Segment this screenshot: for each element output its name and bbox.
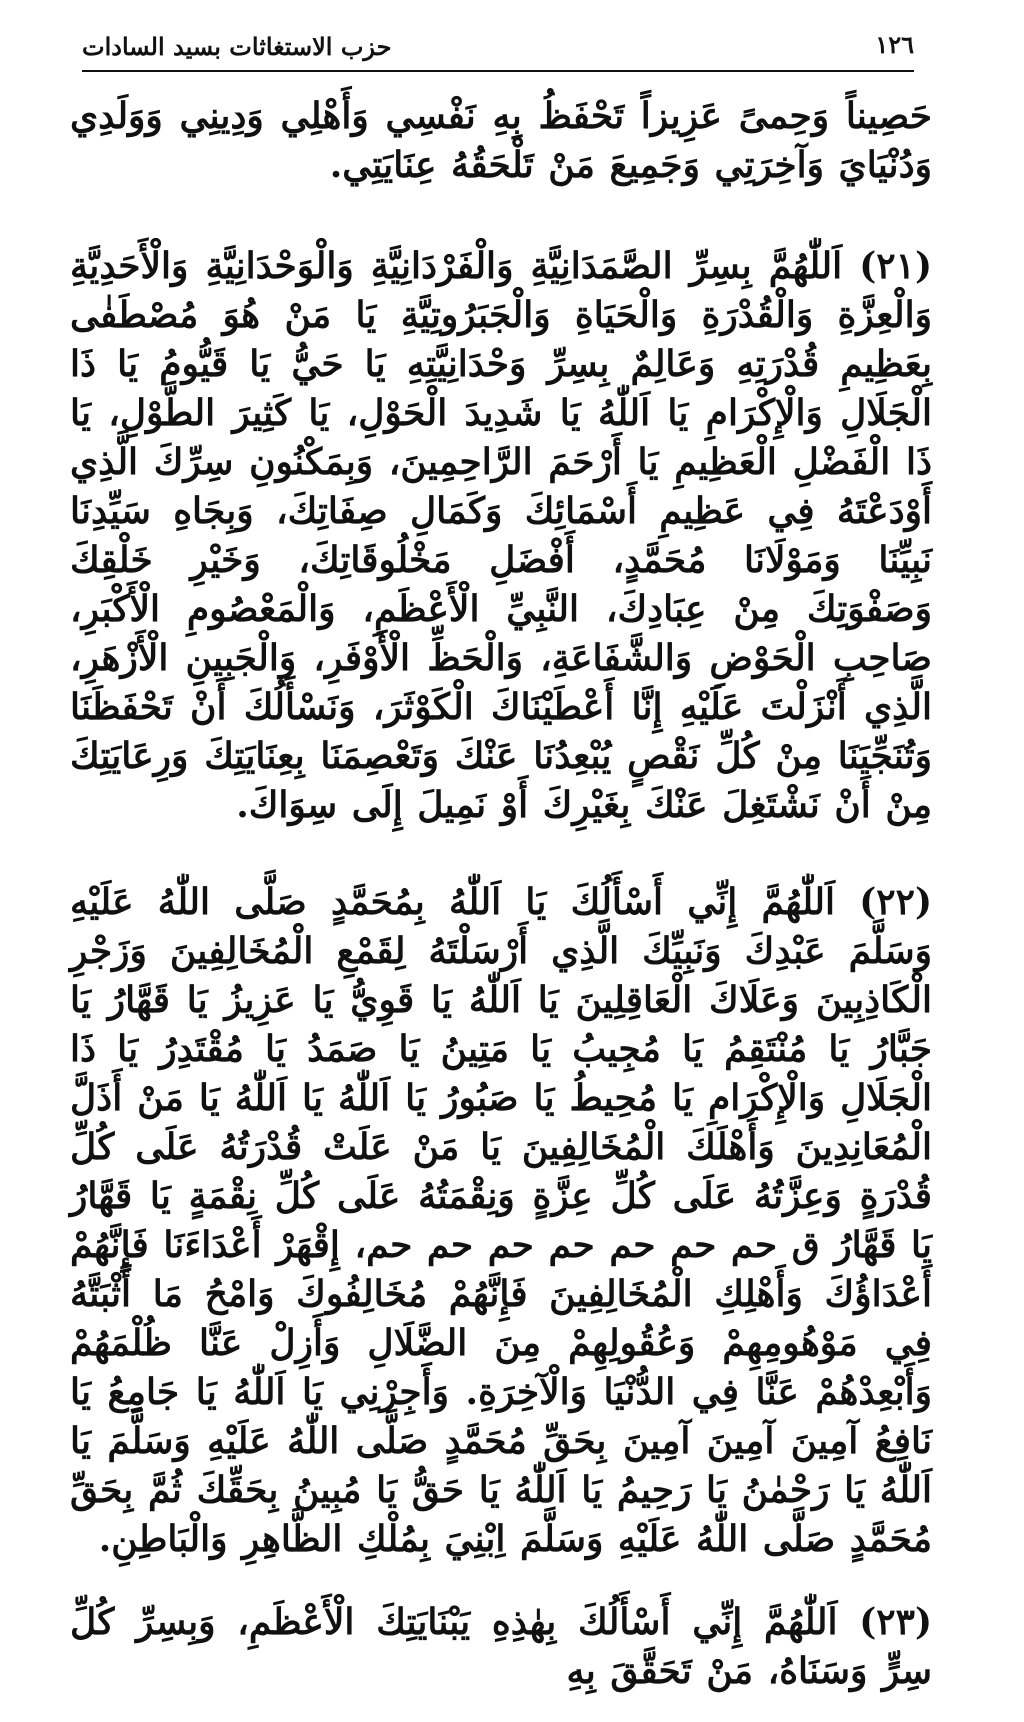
paragraph-continuation (70, 92, 932, 190)
paragraph-number: (٢١) (859, 245, 932, 287)
paragraph-text: اَللّٰهُمَّ إِنِّي أَسْأَلُكَ بِهٰذِهِ يَبْنَايَتِكَ الْأَعْظَمِ، وَبِسِرِّ كُلِّ سِرٍّ وَسَنَاهُ، مَنْ تَحَقَّقَ بِهِ (70, 1601, 932, 1692)
paragraph-23 (70, 1598, 932, 1696)
paragraph-text: اَللّٰهُمَّ بِسِرِّ الصَّمَدَانِيَّةِ وَالْفَرْدَانِيَّةِ وَالْوَحْدَانِيَّةِ وَالْأَحَدِيَّةِ وَالْعِزَّةِ وَالْقُدْرَةِ وَالْحَيَاةِ وَالْجَبَرُوتِيَّةِ يَا مَنْ هُوَ مُصْطَفٰى بِعَظِيمِ قُدْرَتِهِ وَعَالِمٌ بِسِرِّ وَحْدَانِيَّتِهِ يَا حَيُّ يَا قَيُّومُ يَا ذَا الْجَلَالِ وَالْإِكْرَامِ يَا اَللّٰهُ يَا شَدِيدَ الْحَوْلِ، يَا كَثِيرَ الطَّوْلِ، يَا ذَا الْفَضْلِ الْعَظِيمِ يَا أَرْحَمَ الرَّاحِمِينَ، وَبِمَكْنُونِ سِرِّكَ الَّذِي أَوْدَعْتَهُ فِي عَظِيمِ أَسْمَائِكَ وَكَمَالِ صِفَاتِكَ، وَبِجَاهِ سَيِّدِنَا نَبِيِّنَا وَمَوْلَانَا مُحَمَّدٍ، أَفْضَلِ مَخْلُوقَاتِكَ، وَخَيْرِ خَلْقِكَ وَصَفْوَتِكَ مِنْ عِبَادِكَ، النَّبِيِّ الْأَعْظَمِ، وَالْمَعْصُومِ الْأَكْبَرِ، صَاحِبِ الْحَوْضِ وَالشَّفَاعَةِ، وَالْحَظِّ الْأَوْفَرِ، وَالْجَبِينِ الْأَزْهَرِ، الَّذِي أَنْزَلْتَ عَلَيْهِ إِنَّا أَعْطَيْنَاكَ الْكَوْثَرَ، وَنَسْأَلُكَ أَنْ تَحْفَظَنَا وَتُنَجِّيَنَا مِنْ كُلِّ نَقْصٍ يُبْعِدُنَا عَنْكَ وَتَعْصِمَنَا بِعِنَايَتِكَ وَرِعَايَتِكَ مِنْ أَنْ نَشْتَغِلَ عَنْكَ بِغَيْرِكَ أَوْ نَمِيلَ إِلَى سِوَاكَ. (70, 245, 932, 826)
paragraph-text: حَصِيناً وَحِمىً عَزِيزاً تَحْفَظُ بِهِ نَفْسِي وَأَهْلِي وَدِينِي وَوَلَدِي وَدُنْيَايَ وَآخِرَتِي وَجَمِيعَ مَنْ تَلْحَقُهُ عِنَايَتِي. (70, 95, 932, 186)
paragraph-text: اَللّٰهُمَّ إِنِّي أَسْأَلُكَ يَا اَللّٰهُ بِمُحَمَّدٍ صَلَّى اللّٰهُ عَلَيْهِ وَسَلَّمَ عَبْدِكَ وَنَبِيِّكَ الَّذِي أَرْسَلْتَهُ لِقَمْعِ الْمُخَالِفِينَ وَزَجْرِ الْكَاذِبِينَ وَعَلَاكَ الْعَاقِلِينَ يَا اَللّٰهُ يَا قَوِيُّ يَا عَزِيزُ يَا قَهَّارُ يَا جَبَّارُ يَا مُنْتَقِمُ يَا مُجِيبُ يَا مَتِينُ يَا صَمَدُ يَا مُقْتَدِرُ يَا ذَا الْجَلَالِ وَالْإِكْرَامِ يَا مُحِيطُ يَا صَبُورُ يَا اَللّٰهُ يَا اَللّٰهُ يَا مَنْ أَذَلَّ الْمُعَانِدِينَ وَأَهْلَكَ الْمُخَالِفِينَ يَا مَنْ عَلَتْ قُدْرَتُهُ عَلَى كُلِّ قُدْرَةٍ وَعِزَّتُهُ عَلَى كُلِّ عِزَّةٍ وَنِقْمَتُهُ عَلَى كُلِّ نِقْمَةٍ يَا قَهَّارُ يَا قَهَّارُ ق حم حم حم حم حم حم حم، إِقْهَرْ أَعْدَاءَنَا فَإِنَّهُمْ أَعْدَاؤُكَ وَأَهْلِكِ الْمُخَالِفِينَ فَإِنَّهُمْ مُخَالِفُوكَ وَامْحُ مَا أَثْبَتَّهُ فِي مَوْهُومِهِمْ وَعُقُولِهِمْ مِنَ الضَّلَالِ وَأَزِلْ عَنَّا ظُلْمَهُمْ وَأَبْعِدْهُمْ عَنَّا فِي الدُّنْيَا وَالْآخِرَةِ. وَأَجِرْنِي يَا اَللّٰهُ يَا جَامِعُ يَا نَافِعُ آمِينَ آمِينَ آمِينَ بِحَقِّ مُحَمَّدٍ صَلَّى اللّٰهُ عَلَيْهِ وَسَلَّمَ يَا اَللّٰهُ يَا رَحْمٰنُ يَا رَحِيمُ يَا اَللّٰهُ يَا حَقُّ يَا مُبِينُ بِحَقِّكَ ثُمَّ بِحَقِّ مُحَمَّدٍ صَلَّى اللّٰهُ عَلَيْهِ وَسَلَّمَ اِبْنِيَ بِمُلْكِ الظَّاهِرِ وَالْبَاطِنِ. (70, 881, 932, 1560)
page-number: ١٢٦ (875, 30, 914, 59)
paragraph-21 (70, 242, 932, 830)
body-text (70, 92, 932, 1722)
paragraph-number: (٢٣) (859, 1601, 932, 1643)
running-title: حزب الاستغاثات بسيد السادات (82, 32, 392, 61)
paragraph-22 (70, 878, 932, 1564)
page-header (82, 22, 914, 72)
paragraph-number: (٢٢) (859, 881, 932, 923)
